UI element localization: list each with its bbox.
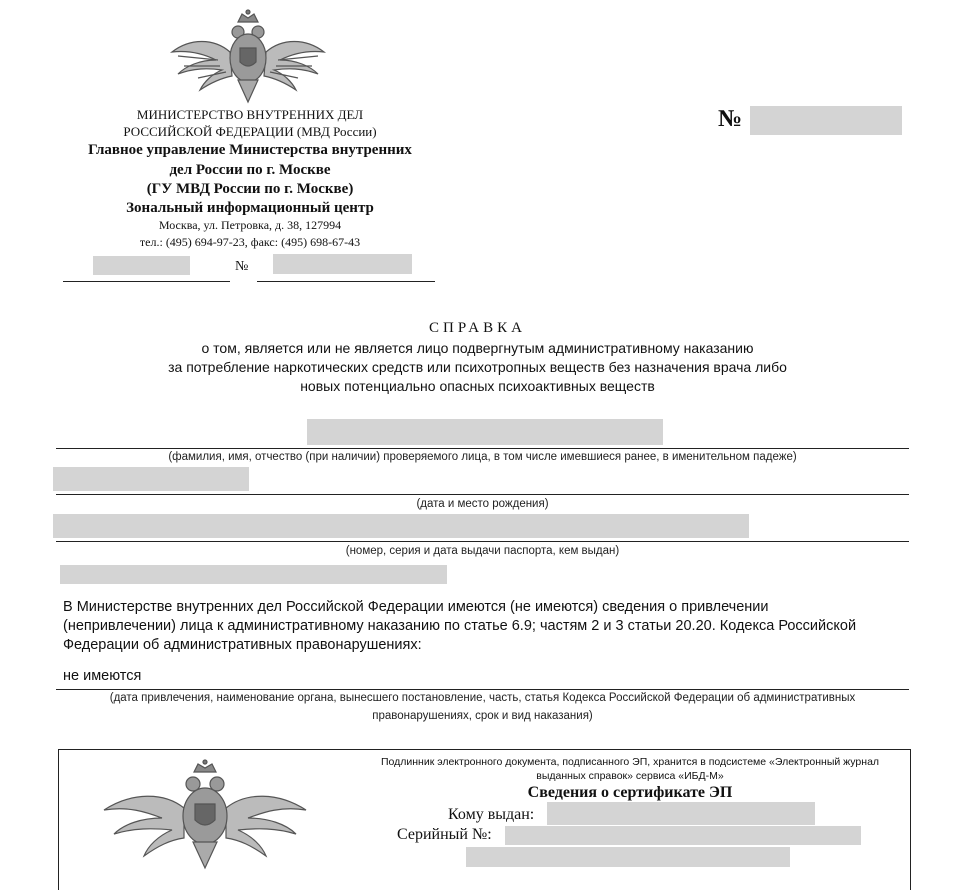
extra-info-redacted xyxy=(60,565,447,584)
passport-underline xyxy=(56,541,909,542)
validity-redacted xyxy=(466,847,790,867)
ministry-name-line2: РОССИЙСКОЙ ФЕДЕРАЦИИ (МВД России) xyxy=(123,124,377,139)
birth-underline xyxy=(56,494,909,495)
mvd-emblem-icon xyxy=(168,8,328,106)
address: Москва, ул. Петровка, д. 38, 127994 xyxy=(158,218,342,232)
department-abbr: (ГУ МВД России по г. Москве) xyxy=(146,181,354,197)
phone-fax: тел.: (495) 694-97-23, факс: (495) 698-67-43 xyxy=(139,235,361,249)
result-underline xyxy=(56,689,909,690)
title-subline-1: о том, является или не является лицо подвергнутым административному наказанию xyxy=(201,340,754,356)
document-title: СПРАВКА xyxy=(429,320,526,336)
certificate-title: Сведения о сертификате ЭП xyxy=(527,784,733,801)
department-line1: Главное управление Министерства внутренних xyxy=(88,142,412,158)
document-number-sign: № xyxy=(718,106,743,132)
ministry-name-line1: МИНИСТЕРСТВО ВНУТРЕННИХ ДЕЛ xyxy=(136,107,364,122)
document-number-redacted xyxy=(750,106,902,135)
passport-redacted xyxy=(53,514,749,538)
full-name-redacted xyxy=(307,419,663,445)
date-underline xyxy=(63,281,230,282)
result-value: не имеются xyxy=(63,668,142,684)
outgoing-number-redacted xyxy=(273,254,412,274)
passport-caption: (номер, серия и дата выдачи паспорта, кем выдан) xyxy=(345,545,620,557)
department-line2: дел России по г. Москве xyxy=(169,162,331,178)
issue-date-redacted xyxy=(93,256,190,275)
serial-label: Серийный №: xyxy=(397,826,492,843)
serial-redacted xyxy=(505,826,861,845)
birth-caption: (дата и место рождения) xyxy=(416,498,549,510)
body-text-line2: (непривлечении) лица к административному наказанию по статье 6.9; частям 2 и 3 статьи 20.20. Кодекса Российской xyxy=(63,618,857,634)
issued-to-label: Кому выдан: xyxy=(448,806,535,823)
birth-redacted xyxy=(53,467,249,491)
title-subline-3: новых потенциально опасных психоактивных веществ xyxy=(300,378,655,394)
full-name-caption: (фамилия, имя, отчество (при наличии) проверяемого лица, в том числе имевшиеся ранее, в именительном падеже) xyxy=(168,451,797,463)
issued-to-redacted xyxy=(547,802,815,825)
title-subline-2: за потребление наркотических средств или психотропных веществ без назначения врача либо xyxy=(168,359,787,375)
outgoing-number-sign: № xyxy=(235,259,249,274)
body-text-line1: В Министерстве внутренних дел Российской Федерации имеются (не имеются) сведения о привлечении xyxy=(63,599,769,615)
details-caption-line2: правонарушениях, срок и вид наказания) xyxy=(372,710,593,722)
zonal-center: Зональный информационный центр xyxy=(126,200,374,216)
ep-note-line2: выданных справок» сервиса «ИБД-М» xyxy=(536,770,724,782)
body-text-line3: Федерации об административных правонарушениях: xyxy=(63,637,422,653)
number-underline xyxy=(257,281,435,282)
details-caption-line1: (дата привлечения, наименование органа, вынесшего постановление, часть, статья Кодекса Российской Федерации об административных xyxy=(109,692,856,704)
mvd-emblem-small-icon xyxy=(100,758,310,871)
full-name-underline xyxy=(56,448,909,449)
ep-note-line1: Подлинник электронного документа, подписанного ЭП, хранится в подсистеме «Электронный журнал xyxy=(380,756,880,768)
